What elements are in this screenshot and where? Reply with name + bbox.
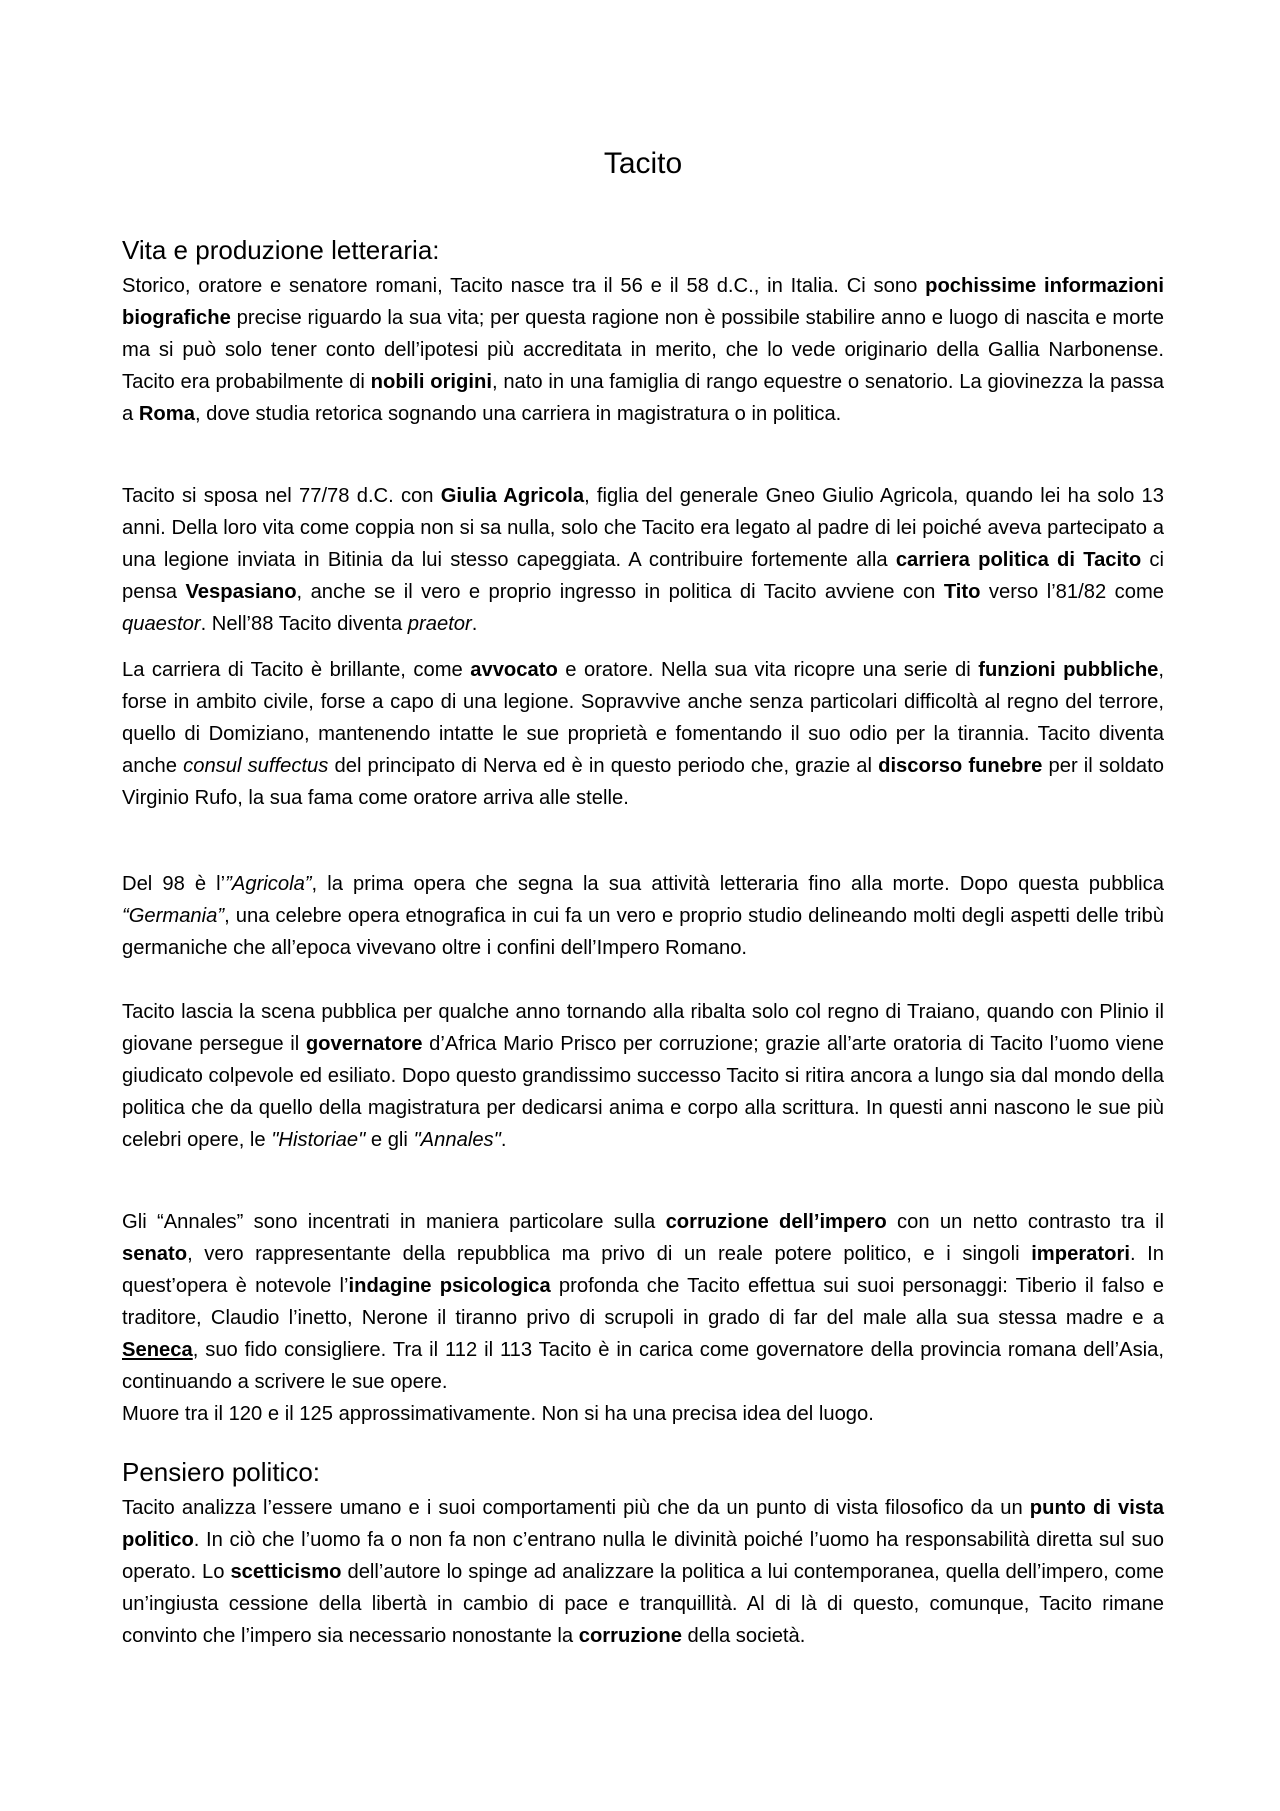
section-heading-pensiero: Pensiero politico: [122,1457,320,1487]
paragraph-vita-1 [122,270,1164,430]
text-run: . In ciò che l’uomo fa o non fa non c’entrano nulla le divinità poiché l’uomo ha responsabilità diretta sul suo operato. Lo [122,1529,1164,1583]
text-run: . In quest’opera è notevole l’ [122,1243,1164,1297]
bold-text: indagine psicologica [348,1275,551,1297]
text-run: . [471,613,478,635]
paragraph-vita-5 [122,996,1164,1156]
text-run: , figlia del generale Gneo Giulio Agricola, quando lei ha solo 13 anni. Della loro vita come coppia non si sa nulla, solo che Tacito era legato al padre di lei poiché aveva partecipato a una legione inviata in Bitinia da lui stesso capeggiata. A contribuire fortemente alla [122,485,1165,571]
italic-text: “Germania” [122,905,225,927]
text-run: , forse in ambito civile, forse a capo di una legione. Sopravvive anche senza particolari difficoltà al regno del terrore, quello di Domiziano, mantenendo intatte le sue proprietà e fomentando il suo odio per la tirannia. Tacito diventa anche [122,659,1165,777]
text-run: con un netto contrasto tra il [886,1211,1164,1233]
bold-text: corruzione dell’impero [665,1211,887,1233]
bold-text: scetticismo [230,1561,342,1583]
text-run: Storico, oratore e senatore romani, Tacito nasce tra il 56 e il 58 d.C., in Italia. Ci sono [122,275,926,297]
text-run: , nato in una famiglia di rango equestre o senatorio. La giovinezza la passa a [122,371,1165,425]
paragraph-vita-6 [122,1206,1164,1398]
bold-text: punto di vista politico [122,1497,1165,1551]
bold-text: governatore [305,1033,423,1055]
paragraph-vita-4 [122,868,1164,964]
text-run: . Nell’88 Tacito diventa [200,613,408,635]
bold-text: discorso funebre [878,755,1043,777]
text-run: per il soldato Virginio Rufo, la sua fama come oratore arriva alle stelle. [122,755,1164,809]
text-run: Muore tra il 120 e il 125 approssimativamente. Non si ha una precisa idea del luogo. [122,1403,874,1425]
text-run: Tacito lascia la scena pubblica per qualche anno tornando alla ribalta solo col regno di Traiano, quando con Plinio il giovane persegue il [122,1001,1164,1055]
text-run: e oratore. Nella sua vita ricopre una serie di [557,659,979,681]
section-heading-vita: Vita e produzione letteraria: [122,235,440,265]
bold-text: senato [122,1243,188,1265]
paragraph-pensiero-1 [122,1492,1164,1652]
text-run: , la prima opera che segna la sua attività letteraria fino alla morte. Dopo questa pubblica [311,873,1164,895]
bold-text: corruzione [578,1625,682,1647]
bold-text: avvocato [470,659,558,681]
italic-text: "Historiae" [271,1129,366,1151]
italic-text: consul suffectus [183,755,329,777]
text-run: , anche se il vero e proprio ingresso in politica di Tacito avviene con [296,581,944,603]
text-run: , vero rappresentante della repubblica ma privo di un reale potere politico, e i singoli [187,1243,1032,1265]
text-run: profonda che Tacito effettua sui suoi personaggi: Tiberio il falso e traditore, Claudio l’inetto, Nerone il tiranno privo di scrupoli in grado di far del male alla sua stessa madre e a [122,1275,1164,1329]
bold-text: funzioni pubbliche [978,659,1159,681]
text-run: , dove studia retorica sognando una carriera in magistratura o in politica. [194,403,842,425]
paragraph-vita-2 [122,480,1164,640]
italic-text: "Annales" [413,1129,501,1151]
bold-text: imperatori [1031,1243,1130,1265]
italic-text: praetor [407,613,472,635]
text-run: Gli “Annales” sono incentrati in maniera particolare sulla [122,1211,666,1233]
italic-text: quaestor [122,613,201,635]
text-run: e gli [365,1129,414,1151]
text-run: Tacito si sposa nel 77/78 d.C. con [122,485,441,507]
text-run: della società. [681,1625,806,1647]
text-run: Tacito analizza l’essere umano e i suoi comportamenti più che da un punto di vista filosofico da un [122,1497,1030,1519]
bold-text: Seneca [122,1339,193,1361]
text-run: Del 98 è l’ [122,873,226,895]
bold-text: Giulia Agricola [440,485,585,507]
text-run: ci pensa [122,549,1165,603]
bold-text: carriera politica di Tacito [895,549,1142,571]
bold-text: Tito [943,581,981,603]
text-run: La carriera di Tacito è brillante, come [122,659,471,681]
bold-text: Vespasiano [185,581,297,603]
text-run: del principato di Nerva ed è in questo periodo che, grazie al [328,755,879,777]
bold-text: Roma [138,403,195,425]
text-run: verso l’81/82 come [980,581,1164,603]
text-run: dell’autore lo spinge ad analizzare la politica a lui contemporanea, quella dell’impero, come un’ingiusta cessione della libertà in cambio di pace e tranquillità. Al di là di questo, comunque, Tacito rimane convinto che l’impero sia necessario nonostante la [122,1561,1165,1647]
bold-text: nobili origini [370,371,492,393]
bold-text: pochissime informazioni biografiche [122,275,1164,329]
italic-text: ”Agricola” [225,873,312,895]
document-title: Tacito [603,147,683,180]
text-run: , una celebre opera etnografica in cui fa un vero e proprio studio delineando molti degli aspetti delle tribù germaniche che all’epoca vivevano oltre i confini dell’Impero Romano. [122,905,1164,959]
paragraph-vita-3 [122,654,1164,814]
text-run: . [500,1129,507,1151]
text-run: d’Africa Mario Prisco per corruzione; grazie all’arte oratoria di Tacito l’uomo viene giudicato colpevole ed esiliato. Dopo questo grandissimo successo Tacito si ritira ancora a lungo sia dal mondo della politica che da quello della magistratura per dedicarsi anima e corpo alla scrittura. In questi anni nascono le sue più celebri opere, le [122,1033,1165,1151]
paragraph-vita-7 [122,1398,1164,1430]
text-run: precise riguardo la sua vita; per questa ragione non è possibile stabilire anno e luogo di nascita e morte ma si può solo tener conto dell’ipotesi più accreditata in merito, che lo vede originario della Gallia Narbonense. Tacito era probabilmente di [122,307,1164,393]
text-run: , suo fido consigliere. Tra il 112 il 113 Tacito è in carica come governatore della provincia romana dell’Asia, continuando a scrivere le sue opere. [122,1339,1164,1393]
